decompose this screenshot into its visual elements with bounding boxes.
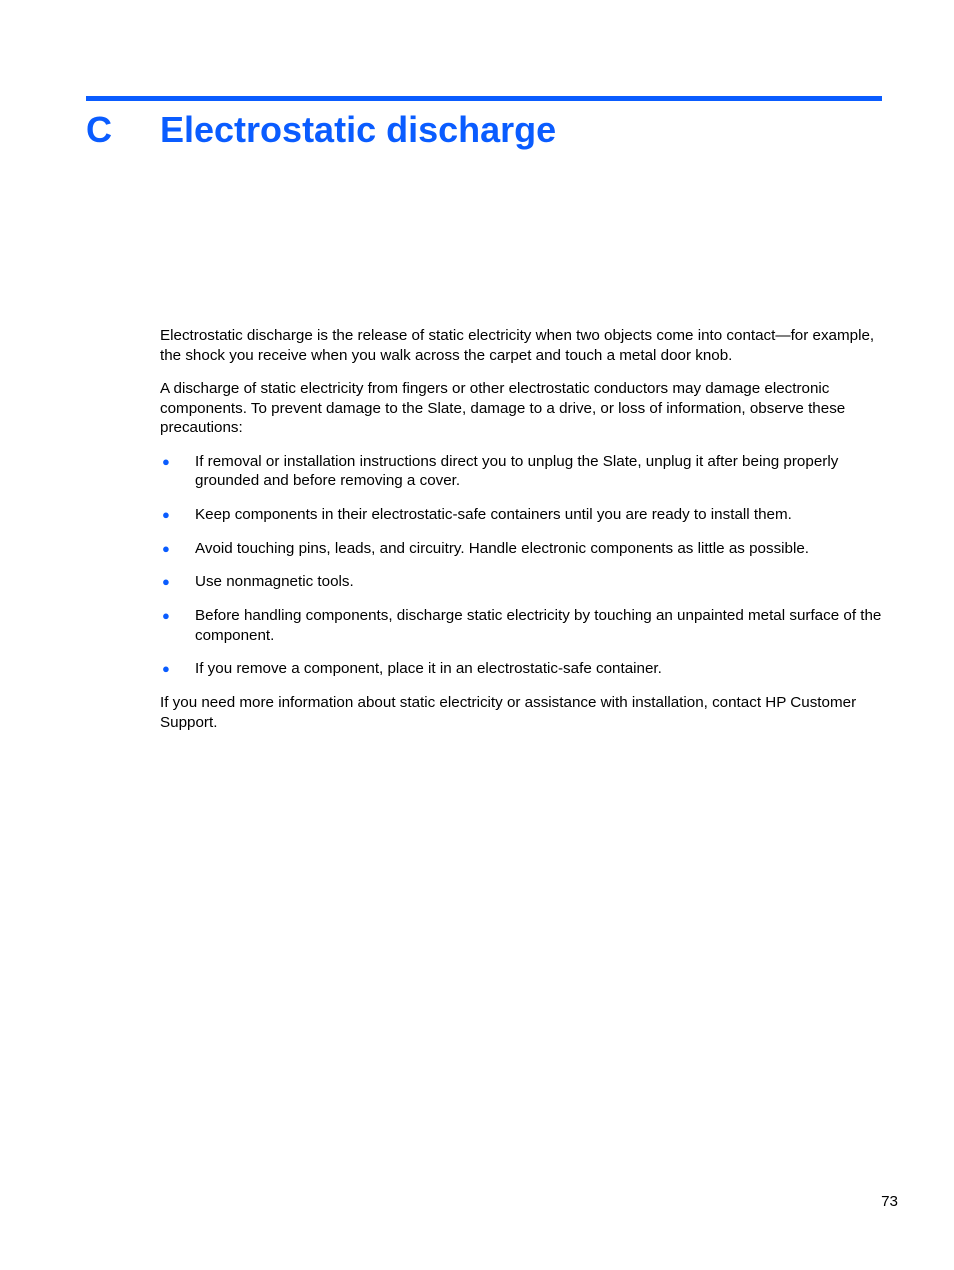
chapter-letter: C [86, 109, 112, 150]
list-item-text: If you remove a component, place it in an electrostatic-safe container. [195, 660, 662, 678]
bullet-dot-icon: ● [162, 608, 170, 624]
precautions-list [160, 452, 882, 680]
bullet-dot-icon: ● [162, 540, 170, 556]
list-item [160, 505, 882, 525]
list-item [160, 539, 882, 559]
body-content [160, 326, 882, 746]
chapter-title: Electrostatic discharge [160, 109, 557, 150]
bullet-dot-icon: ● [162, 506, 170, 522]
intro-paragraph: Electrostatic discharge is the release of static electricity when two objects come into contact—for example, the shock you receive when you walk across the carpet and touch a metal door knob. [160, 327, 875, 364]
list-item-text: If removal or installation instructions direct you to unplug the Slate, unplug it after being properly grounded and before removing a cover. [195, 452, 839, 490]
bullet-dot-icon: ● [162, 574, 170, 590]
list-item [160, 659, 882, 679]
list-item-text: Avoid touching pins, leads, and circuitry. Handle electronic components as little as possible. [195, 539, 810, 557]
list-item [160, 452, 882, 491]
chapter-rule [86, 96, 882, 101]
list-item-text: Keep components in their electrostatic-safe containers until you are ready to install them. [195, 505, 792, 523]
list-item [160, 606, 882, 645]
list-item [160, 572, 882, 592]
list-item-text: Before handling components, discharge static electricity by touching an unpainted metal surface of the component. [195, 607, 882, 644]
bullet-dot-icon: ● [162, 453, 170, 469]
page-number: 73 [881, 1193, 898, 1210]
bullet-dot-icon: ● [162, 661, 170, 677]
precautions-paragraph: A discharge of static electricity from fingers or other electrostatic conductors may damage electronic components. To prevent damage to the Slate, damage to a drive, or loss of information, observe these precautions: [160, 379, 846, 437]
closing-paragraph: If you need more information about static electricity or assistance with installation, contact HP Customer Support. [160, 694, 857, 731]
list-item-text: Use nonmagnetic tools. [195, 573, 354, 591]
